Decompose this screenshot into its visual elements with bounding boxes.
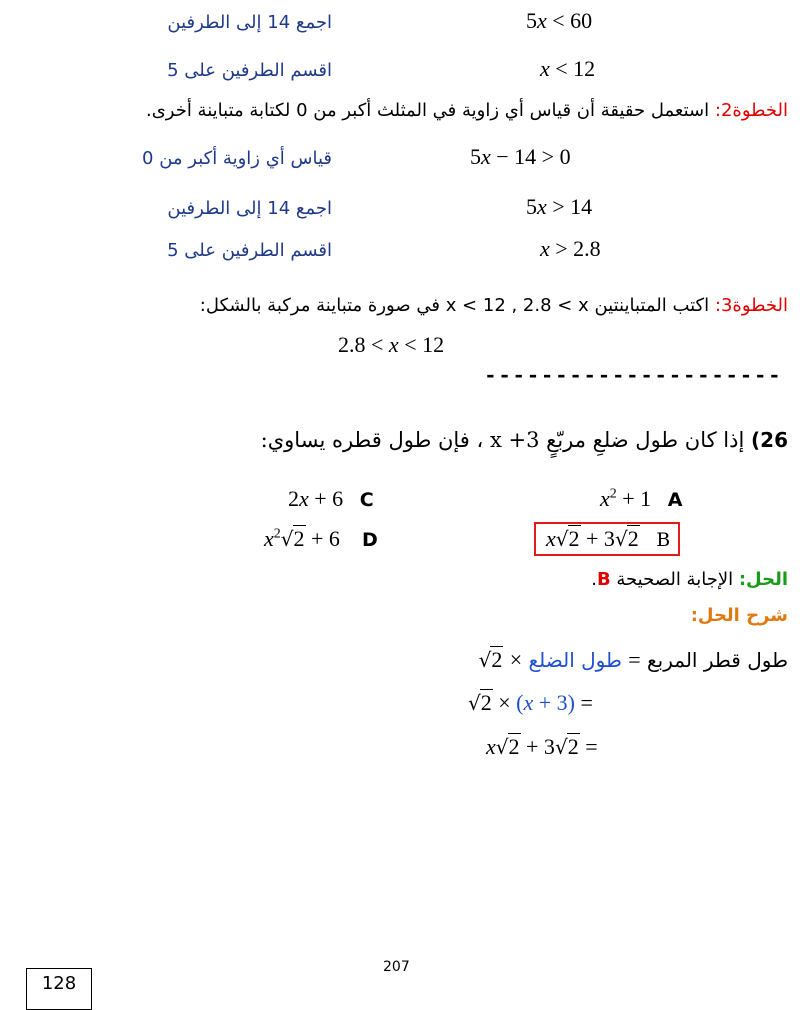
question-text: إذا كان طول ضلعِ مربّعٍ x +3 ، فإن طول قطره يساوي: [260, 428, 745, 452]
page-number-box: 128 [26, 968, 92, 1010]
option-a: $x^2 + 1$ A [600, 486, 683, 511]
step1-math-1: 5x < 60 [526, 8, 593, 33]
step2-note-2: اجمع 14 إلى الطرفين [167, 198, 332, 219]
explain-line-1: طول قطر المربع = طول الضلع × √2 [478, 647, 788, 672]
explain-line1-side: طول الضلع [528, 648, 622, 672]
solution-answer: B [596, 569, 611, 590]
step2-math-1: 5x − 14 > 0 [470, 144, 571, 169]
step2-text: استعمل حقيقة أن قياس أي زاوية في المثلث أكبر من 0 لكتابة متباينة أخرى. [145, 100, 710, 121]
step1-note-2: اقسم الطرفين على 5 [167, 60, 332, 81]
option-c: 2x + 6 C [288, 486, 374, 511]
solution-label: الحل: [738, 569, 788, 590]
step1-math-2: x < 12 [540, 56, 596, 81]
option-b-highlight: x√2 + 3√2 B [534, 522, 680, 556]
step3-result: 2.8 < x < 12 [338, 332, 445, 357]
step3-label: الخطوة3: [714, 295, 788, 316]
explain-heading [691, 605, 788, 626]
solution-text: الإجابة الصحيحة [616, 569, 734, 590]
step2-note-3: اقسم الطرفين على 5 [167, 240, 332, 261]
question-number: 26) [751, 428, 788, 452]
step2-math-2: 5x > 14 [526, 194, 593, 219]
explain-line-2: √2 × (x + 3) = [468, 690, 593, 715]
step2-math-3: x > 2.8 [540, 236, 601, 261]
question-26 [261, 428, 788, 452]
page-number-center: 207 [383, 959, 410, 975]
step2-note-1: قياس أي زاوية أكبر من 0 [142, 148, 332, 169]
option-d: $x^2√2 + 6$ D [264, 526, 378, 551]
step3-text: اكتب المتباينتين x < 12 , 2.8 < x في صورة متباينة مركبة بالشكل: [199, 295, 710, 316]
step1-note-1: اجمع 14 إلى الطرفين [167, 12, 332, 33]
explain-label: شرح الحل: [690, 605, 788, 626]
solution-line: الحل: الإجابة الصحيحة B. [591, 569, 788, 590]
explain-line1-prefix: طول قطر المربع [647, 648, 788, 672]
step2-heading [146, 100, 788, 121]
separator: --------------------- [483, 364, 782, 389]
step3-heading [200, 295, 788, 316]
step2-label: الخطوة2: [714, 100, 788, 121]
explain-line-3: x√2 + 3√2 = [486, 734, 598, 759]
